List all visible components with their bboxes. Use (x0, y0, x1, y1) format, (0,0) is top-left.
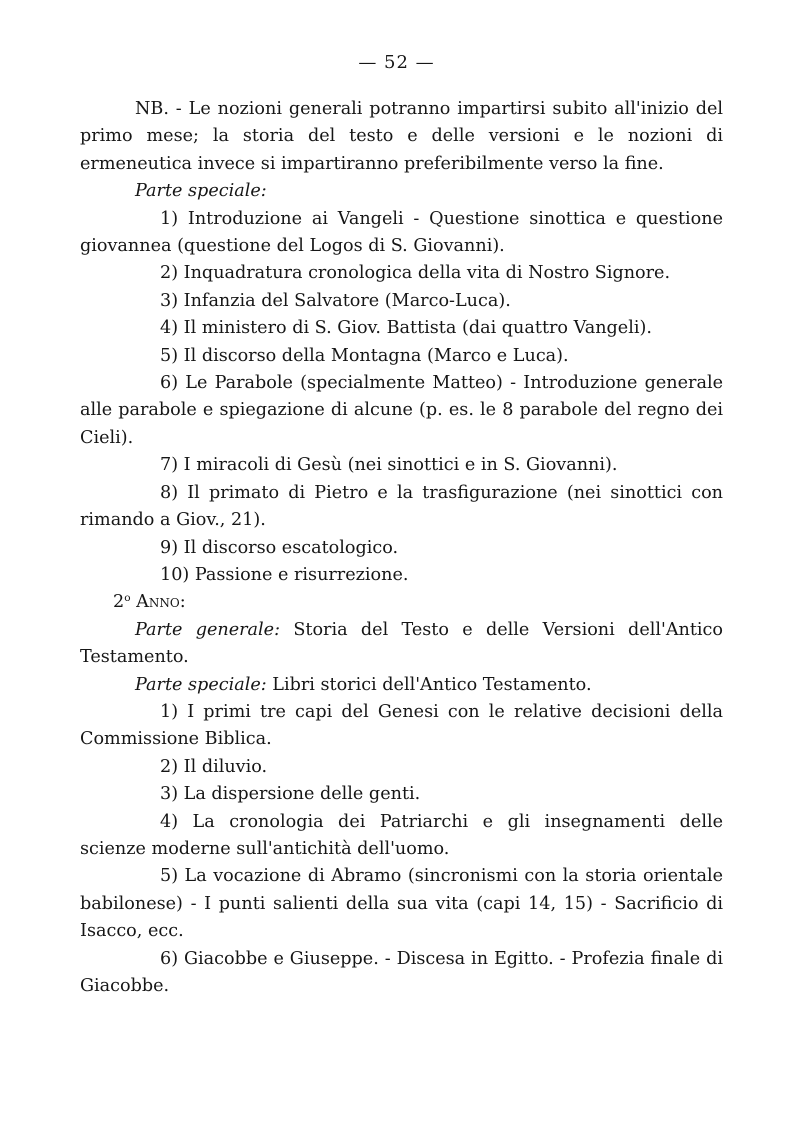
list-item: 4) La cronologia dei Patriarchi e gli insegnamenti delle scienze moderne sull'antichità dell'uomo. (80, 811, 723, 859)
part-special-label-2: Parte speciale: (135, 674, 267, 695)
list-item: 6) Giacobbe e Giuseppe. - Discesa in Egitto. - Profezia finale di Giacobbe. (80, 948, 723, 996)
list-item: 6) Le Parabole (specialmente Matteo) - Introduzione generale alle parabole e spiegazione di alcune (p. es. le 8 parabole del regno dei Cieli). (80, 373, 723, 448)
list-item: 5) La vocazione di Abramo (sincronismi con la storia orientale babilonese) - I punti salienti della sua vita (capi 14, 15) - Sacrificio di Isacco, ecc. (80, 866, 723, 942)
part-special-heading-1 (80, 178, 723, 205)
page-number: — 52 — (358, 52, 435, 73)
part-general-label: Parte generale: (135, 619, 281, 640)
nb-prefix: NB. - (135, 99, 182, 119)
part-special-paragraph-2 (80, 672, 723, 699)
list-item: 10) Passione e risurrezione. (160, 564, 409, 585)
page-body (80, 96, 723, 1000)
part-general-paragraph (80, 617, 723, 672)
part-special-text-2: Libri storici dell'Antico Testamento. (272, 674, 592, 695)
part-general-text: Storia del Testo e delle Versioni dell'Antico Testamento. (80, 619, 724, 668)
list-item: 1) I primi tre capi del Genesi con le relative decisioni della Commissione Biblica. (80, 701, 723, 750)
part-special-label-1: Parte speciale: (135, 181, 267, 202)
list-item: 8) Il primato di Pietro e la trasfigurazione (nei sinottici con rimando a Giov., 21). (80, 482, 723, 531)
list-item: 5) Il discorso della Montagna (Marco e Luca). (160, 345, 569, 366)
year-number: 2 (113, 592, 125, 613)
list-item: 4) Il ministero di S. Giov. Battista (dai quattro Vangeli). (160, 318, 652, 339)
year-heading (80, 589, 723, 616)
nb-text: Le nozioni generali potranno impartirsi subito all'inizio del primo mese; la storia del testo e delle versioni e le nozioni di ermeneutica invece si impartiranno preferibilmente verso la fine. (80, 99, 723, 174)
list-item: 7) I miracoli di Gesù (nei sinottici e in S. Giovanni). (160, 455, 618, 476)
list-item: 3) La dispersione delle genti. (160, 784, 421, 805)
nb-paragraph (80, 96, 723, 178)
list-item: 1) Introduzione ai Vangeli - Questione sinottica e questione giovannea (questione del Logos di S. Giovanni). (80, 208, 723, 257)
list-item: 3) Infanzia del Salvatore (Marco-Luca). (160, 290, 511, 311)
list-item: 2) Il diluvio. (160, 756, 268, 777)
list-item: 2) Inquadratura cronologica della vita di Nostro Signore. (160, 263, 671, 284)
year-word: Anno: (136, 592, 186, 613)
year-ordinal: o (124, 592, 131, 605)
list-item: 9) Il discorso escatologico. (160, 537, 399, 558)
